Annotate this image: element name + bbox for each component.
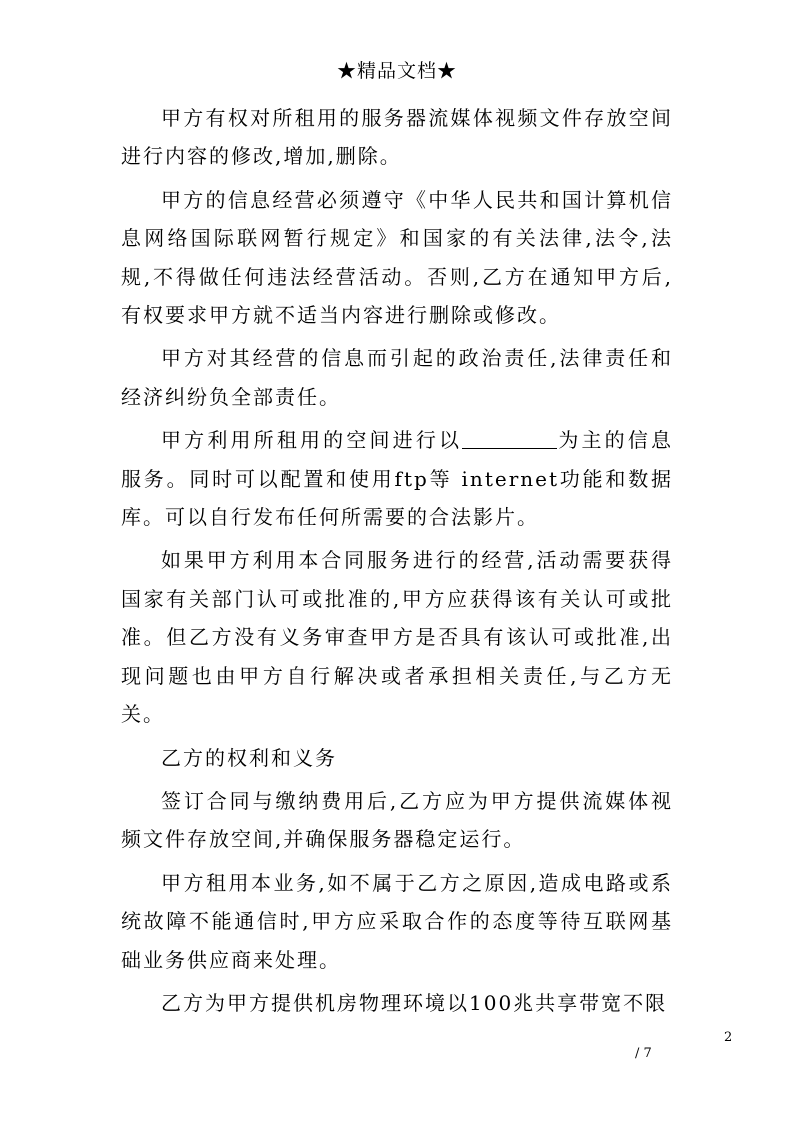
paragraph-4-after-blank: 为主的信息服务。同时可以配置和使用ftp等 internet功能和数据库。可以自行发布任何所需要的合法影片。 <box>121 428 674 530</box>
page-number: 2 <box>724 1030 733 1045</box>
paragraph-7: 签订合同与缴纳费用后,乙方应为甲方提供流媒体视频文件存放空间,并确保服务器稳定运行。 <box>121 788 673 852</box>
page-total: / 7 <box>635 1046 652 1061</box>
paragraph-4 <box>121 421 673 536</box>
document-body <box>121 99 673 1027</box>
paragraph-4-before-blank: 甲方利用所租用的空间进行以 <box>161 428 463 453</box>
paragraph-5: 如果甲方利用本合同服务进行的经营,活动需要获得国家有关部门认可或批准的,甲方应获得该有关认可或批准。但乙方没有义务审查甲方是否具有该认可或批准,出现问题也由甲方自行解决或者承担相关责任,与乙方无关。 <box>121 548 673 727</box>
paragraph-2: 甲方的信息经营必须遵守《中华人民共和国计算机信息网络国际联网暂行规定》和国家的有关法律,法令,法规,不得做任何违法经营活动。否则,乙方在通知甲方后,有权要求甲方就不适当内容进行删除或修改。 <box>121 187 673 328</box>
section-heading-rights-obligations: 乙方的权利和义务 <box>161 745 337 770</box>
fill-in-blank <box>462 428 557 449</box>
paragraph-1: 甲方有权对所租用的服务器流媒体视频文件存放空间进行内容的修改,增加,删除。 <box>121 106 673 169</box>
page-header-title: ★精品文档★ <box>336 60 457 82</box>
paragraph-8: 甲方租用本业务,如不属于乙方之原因,造成电路或系统故障不能通信时,甲方应采取合作的态度等待互联网基础业务供应商来处理。 <box>121 870 673 972</box>
paragraph-3: 甲方对其经营的信息而引起的政治责任,法律责任和经济纠纷负全部责任。 <box>121 346 673 409</box>
paragraph-9: 乙方为甲方提供机房物理环境以100兆共享带宽不限 <box>161 990 668 1015</box>
